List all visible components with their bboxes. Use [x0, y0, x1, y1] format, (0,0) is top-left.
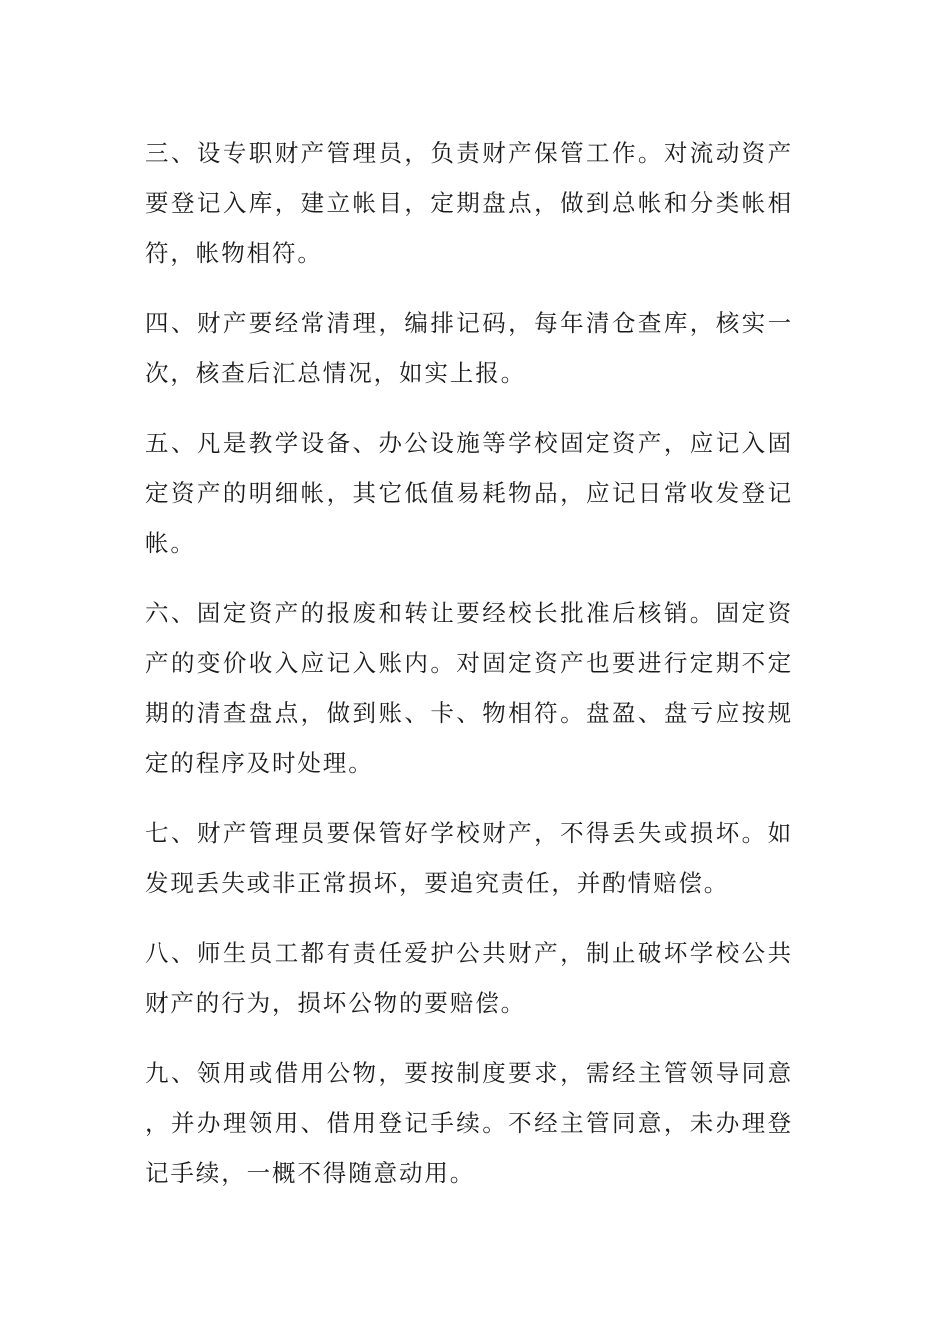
paragraph-4: 四、财产要经常清理，编排记码，每年清仓查库，核实一次，核查后汇总情况，如实上报。	[145, 309, 793, 387]
paragraph-8: 八、师生员工都有责任爱护公共财产，制止破坏学校公共财产的行为，损坏公物的要赔偿。	[145, 939, 793, 1017]
paragraph-3: 三、设专职财产管理员，负责财产保管工作。对流动资产要登记入库，建立帐目，定期盘点，做到总帐和分类帐相符，帐物相符。	[145, 139, 793, 267]
paragraph-6: 六、固定资产的报废和转让要经校长批准后核销。固定资产的变价收入应记入账内。对固定资产也要进行定期不定期的清查盘点，做到账、卡、物相符。盘盈、盘亏应按规定的程序及时处理。	[145, 599, 793, 777]
paragraph-7: 七、财产管理员要保管好学校财产，不得丢失或损坏。如发现丢失或非正常损坏，要追究责任，并酌情赔偿。	[145, 819, 793, 897]
document-body	[145, 128, 793, 1218]
paragraph-5: 五、凡是教学设备、办公设施等学校固定资产，应记入固定资产的明细帐，其它低值易耗物品，应记日常收发登记帐。	[145, 429, 793, 557]
paragraph-9: 九、领用或借用公物，要按制度要求，需经主管领导同意，并办理领用、借用登记手续。不经主管同意，未办理登记手续，一概不得随意动用。	[145, 1059, 793, 1187]
